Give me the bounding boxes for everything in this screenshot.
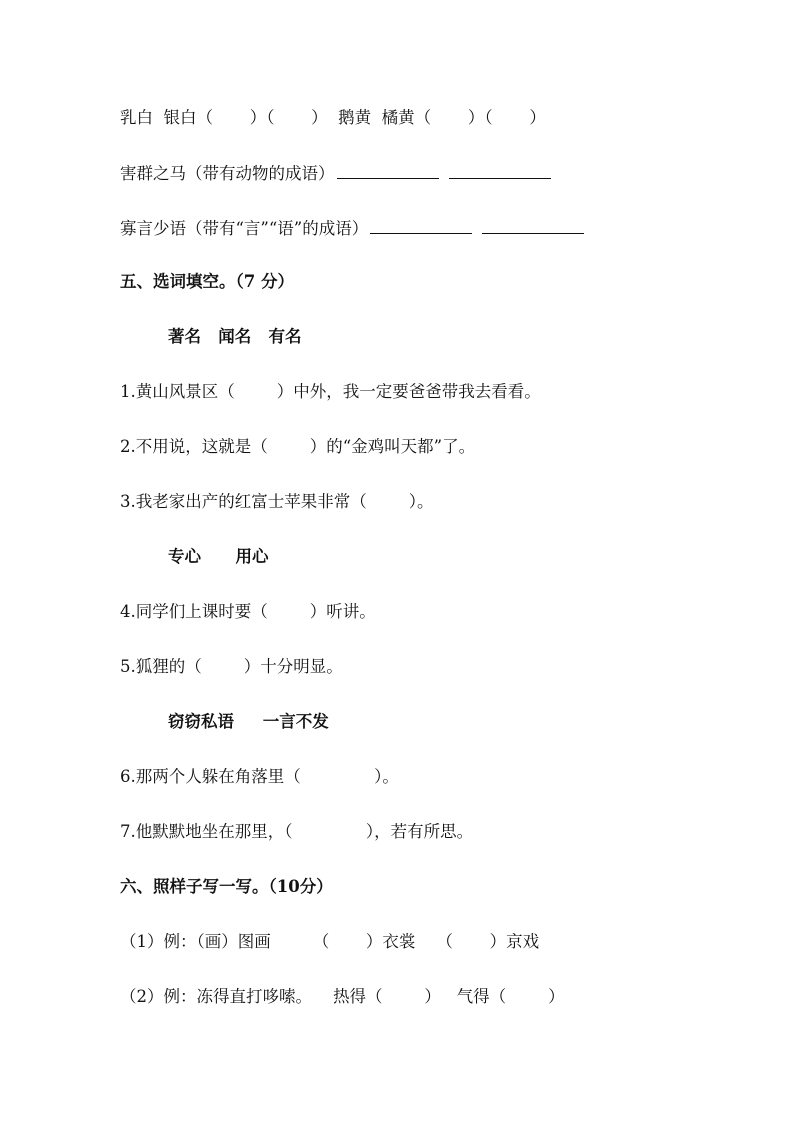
question-3: 3.我老家出产的红富士苹果非常（ ）。	[120, 492, 434, 511]
answer-blank-3[interactable]	[370, 217, 472, 234]
answer-blank-1[interactable]	[337, 162, 439, 179]
word-group-3: 窃窃私语 一言不发	[168, 712, 329, 731]
question-7: 7.他默默地坐在那里，（ ），若有所思。	[120, 822, 474, 841]
idiom-speech-line	[120, 217, 584, 240]
section-six-title: 六、照样子写一写。（10分）	[120, 877, 333, 896]
idiom-animal-label: 害群之马（带有动物的成语）	[120, 164, 335, 183]
question-2: 2.不用说，这就是（ ）的“金鸡叫天都”了。	[120, 437, 476, 456]
word-group-2: 专心 用心	[168, 547, 269, 566]
answer-blank-2[interactable]	[449, 162, 551, 179]
question-4: 4.同学们上课时要（ ）听讲。	[120, 602, 376, 621]
question-6: 6.那两个人躲在角落里（ ）。	[120, 767, 399, 786]
idiom-color-line: 乳白 银白（ ）（ ） 鹅黄 橘黄（ ）（ ）	[120, 108, 546, 127]
question-5: 5.狐狸的（ ）十分明显。	[120, 657, 343, 676]
answer-blank-4[interactable]	[482, 217, 584, 234]
section-five-title: 五、选词填空。（7 分）	[120, 272, 294, 291]
word-group-1: 著名 闻名 有名	[168, 327, 302, 346]
question-1: 1.黄山风景区（ ）中外，我一定要爸爸带我去看看。	[120, 382, 541, 401]
example-2: （2）例：冻得直打哆嗦。 热得（ ） 气得（ ）	[120, 987, 565, 1006]
example-1: （1）例：（画）图画 （ ）衣裳 （ ）京戏	[120, 932, 540, 951]
idiom-animal-line	[120, 162, 551, 185]
idiom-speech-label: 寡言少语（带有“言”“语”的成语）	[120, 219, 369, 238]
